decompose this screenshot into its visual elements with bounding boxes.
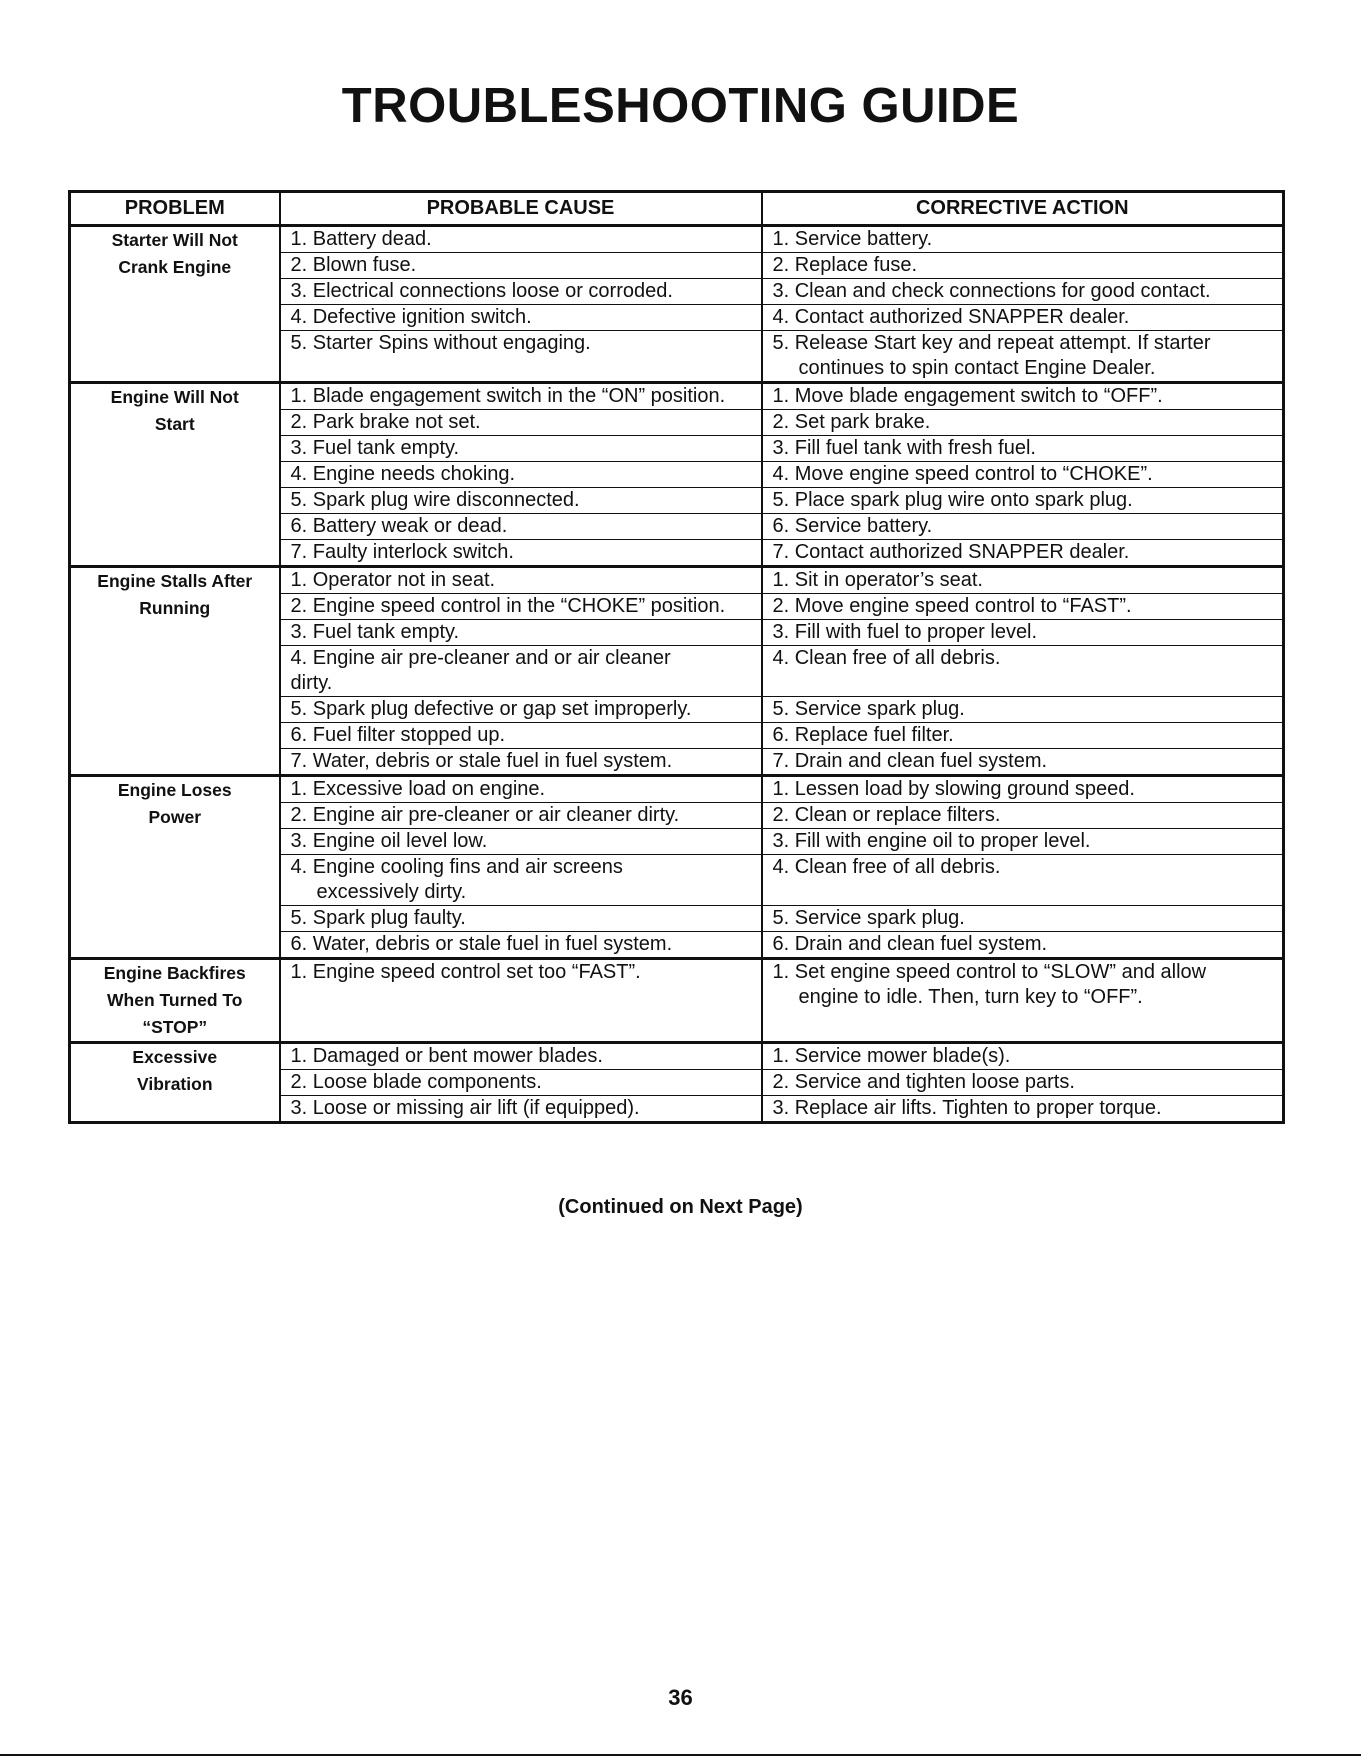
action-text: 2. Service and tighten loose parts. bbox=[772, 1071, 1075, 1093]
problem-label: Engine Loses bbox=[117, 780, 232, 800]
probable-cause-cell bbox=[280, 959, 762, 1043]
cause-text: 1. Operator not in seat. bbox=[290, 569, 496, 591]
cause-text: 7. Water, debris or stale fuel in fuel system. bbox=[290, 750, 673, 772]
action-text: engine to idle. Then, turn key to “OFF”. bbox=[798, 986, 1143, 1008]
action-text: 4. Move engine speed control to “CHOKE”. bbox=[772, 463, 1153, 485]
probable-cause-cell bbox=[280, 488, 762, 514]
corrective-action-cell bbox=[762, 932, 1284, 959]
probable-cause-cell bbox=[280, 776, 762, 803]
probable-cause-cell bbox=[280, 829, 762, 855]
problem-label: Engine Stalls After bbox=[97, 571, 253, 591]
corrective-action-cell bbox=[762, 723, 1284, 749]
problem-label: Excessive bbox=[132, 1047, 218, 1067]
action-text: 5. Service spark plug. bbox=[772, 698, 965, 720]
cause-text: 5. Spark plug defective or gap set improperly. bbox=[290, 698, 692, 720]
action-text: 6. Replace fuel filter. bbox=[772, 724, 954, 746]
header-corrective-action: CORRECTIVE ACTION bbox=[762, 192, 1284, 226]
probable-cause-cell bbox=[280, 436, 762, 462]
cause-text: 5. Spark plug wire disconnected. bbox=[290, 489, 580, 511]
table-header-row bbox=[70, 192, 1284, 226]
table-row bbox=[70, 567, 1284, 594]
action-text: continues to spin contact Engine Dealer. bbox=[798, 357, 1156, 379]
action-text: 1. Service mower blade(s). bbox=[772, 1045, 1011, 1067]
cause-text: 6. Fuel filter stopped up. bbox=[290, 724, 506, 746]
cause-text: dirty. bbox=[290, 672, 333, 694]
cause-text: 2. Engine air pre-cleaner or air cleaner dirty. bbox=[290, 804, 680, 826]
action-text: 3. Clean and check connections for good contact. bbox=[772, 280, 1211, 302]
probable-cause-cell bbox=[280, 749, 762, 776]
troubleshooting-table bbox=[68, 190, 1285, 1124]
probable-cause-cell bbox=[280, 331, 762, 383]
probable-cause-cell bbox=[280, 932, 762, 959]
action-text: 4. Contact authorized SNAPPER dealer. bbox=[772, 306, 1130, 328]
problem-label: Start bbox=[154, 414, 195, 434]
corrective-action-cell bbox=[762, 959, 1284, 1043]
corrective-action-cell bbox=[762, 697, 1284, 723]
probable-cause-cell bbox=[280, 305, 762, 331]
cause-text: 5. Spark plug faulty. bbox=[290, 907, 466, 929]
action-text: 5. Place spark plug wire onto spark plug. bbox=[772, 489, 1133, 511]
action-text: 7. Contact authorized SNAPPER dealer. bbox=[772, 541, 1130, 563]
problem-label: “STOP” bbox=[142, 1017, 208, 1037]
corrective-action-cell bbox=[762, 646, 1284, 697]
corrective-action-cell bbox=[762, 488, 1284, 514]
problem-cell bbox=[70, 776, 280, 959]
probable-cause-cell bbox=[280, 1043, 762, 1070]
cause-text: 5. Starter Spins without engaging. bbox=[290, 332, 591, 354]
page-title: TROUBLESHOOTING GUIDE bbox=[341, 79, 1020, 133]
continued-note: (Continued on Next Page) bbox=[558, 1196, 803, 1218]
header-problem: PROBLEM bbox=[70, 192, 280, 226]
action-text: 3. Fill with engine oil to proper level. bbox=[772, 830, 1091, 852]
action-text: 1. Lessen load by slowing ground speed. bbox=[772, 778, 1135, 800]
action-text: 4. Clean free of all debris. bbox=[772, 647, 1001, 669]
cause-text: 1. Battery dead. bbox=[290, 228, 432, 250]
corrective-action-cell bbox=[762, 749, 1284, 776]
cause-text: excessively dirty. bbox=[316, 881, 467, 903]
cause-text: 7. Faulty interlock switch. bbox=[290, 541, 514, 563]
corrective-action-cell bbox=[762, 620, 1284, 646]
cause-text: 3. Electrical connections loose or corroded. bbox=[290, 280, 673, 302]
corrective-action-cell bbox=[762, 540, 1284, 567]
probable-cause-cell bbox=[280, 1096, 762, 1123]
action-text: 4. Clean free of all debris. bbox=[772, 856, 1001, 878]
problem-label: Engine Backfires bbox=[103, 963, 246, 983]
cause-text: 6. Battery weak or dead. bbox=[290, 515, 508, 537]
corrective-action-cell bbox=[762, 279, 1284, 305]
problem-cell bbox=[70, 959, 280, 1043]
corrective-action-cell bbox=[762, 462, 1284, 488]
action-text: 2. Move engine speed control to “FAST”. bbox=[772, 595, 1132, 617]
header-probable-cause: PROBABLE CAUSE bbox=[280, 192, 762, 226]
cause-text: 3. Fuel tank empty. bbox=[290, 437, 460, 459]
problem-label: Running bbox=[139, 598, 211, 618]
corrective-action-cell bbox=[762, 436, 1284, 462]
cause-text: 4. Engine air pre-cleaner and or air cleaner bbox=[290, 647, 671, 669]
problem-label: Power bbox=[148, 807, 202, 827]
table-row bbox=[70, 1043, 1284, 1070]
action-text: 5. Service spark plug. bbox=[772, 907, 965, 929]
problem-cell bbox=[70, 1043, 280, 1123]
action-text: 1. Sit in operator’s seat. bbox=[772, 569, 983, 591]
corrective-action-cell bbox=[762, 803, 1284, 829]
probable-cause-cell bbox=[280, 253, 762, 279]
problem-cell bbox=[70, 383, 280, 567]
problem-label: Engine Will Not bbox=[110, 387, 239, 407]
action-text: 5. Release Start key and repeat attempt. If starter bbox=[772, 332, 1211, 354]
action-text: 2. Replace fuse. bbox=[772, 254, 918, 276]
corrective-action-cell bbox=[762, 594, 1284, 620]
table-row bbox=[70, 383, 1284, 410]
probable-cause-cell bbox=[280, 594, 762, 620]
corrective-action-cell bbox=[762, 776, 1284, 803]
probable-cause-cell bbox=[280, 410, 762, 436]
probable-cause-cell bbox=[280, 803, 762, 829]
cause-text: 6. Water, debris or stale fuel in fuel system. bbox=[290, 933, 673, 955]
cause-text: 4. Engine cooling fins and air screens bbox=[290, 856, 623, 878]
cause-text: 2. Engine speed control in the “CHOKE” position. bbox=[290, 595, 726, 617]
action-text: 3. Replace air lifts. Tighten to proper torque. bbox=[772, 1097, 1162, 1119]
corrective-action-cell bbox=[762, 829, 1284, 855]
action-text: 7. Drain and clean fuel system. bbox=[772, 750, 1048, 772]
probable-cause-cell bbox=[280, 620, 762, 646]
corrective-action-cell bbox=[762, 331, 1284, 383]
corrective-action-cell bbox=[762, 1043, 1284, 1070]
action-text: 1. Move blade engagement switch to “OFF”. bbox=[772, 385, 1163, 407]
problem-cell bbox=[70, 567, 280, 776]
cause-text: 2. Park brake not set. bbox=[290, 411, 481, 433]
action-text: 6. Service battery. bbox=[772, 515, 933, 537]
table-row bbox=[70, 226, 1284, 253]
action-text: 2. Set park brake. bbox=[772, 411, 931, 433]
probable-cause-cell bbox=[280, 723, 762, 749]
probable-cause-cell bbox=[280, 279, 762, 305]
probable-cause-cell bbox=[280, 1070, 762, 1096]
problem-label: Vibration bbox=[136, 1074, 213, 1094]
probable-cause-cell bbox=[280, 383, 762, 410]
table-body bbox=[70, 226, 1284, 1123]
probable-cause-cell bbox=[280, 646, 762, 697]
action-text: 2. Clean or replace filters. bbox=[772, 804, 1001, 826]
cause-text: 1. Damaged or bent mower blades. bbox=[290, 1045, 603, 1067]
corrective-action-cell bbox=[762, 383, 1284, 410]
corrective-action-cell bbox=[762, 226, 1284, 253]
probable-cause-cell bbox=[280, 514, 762, 540]
page-number: 36 bbox=[668, 1685, 693, 1710]
problem-cell bbox=[70, 226, 280, 383]
cause-text: 2. Loose blade components. bbox=[290, 1071, 542, 1093]
cause-text: 1. Blade engagement switch in the “ON” position. bbox=[290, 385, 726, 407]
probable-cause-cell bbox=[280, 226, 762, 253]
bottom-rule bbox=[0, 1754, 1361, 1756]
probable-cause-cell bbox=[280, 462, 762, 488]
action-text: 1. Set engine speed control to “SLOW” and allow bbox=[772, 961, 1207, 983]
cause-text: 3. Loose or missing air lift (if equipped). bbox=[290, 1097, 640, 1119]
corrective-action-cell bbox=[762, 410, 1284, 436]
corrective-action-cell bbox=[762, 1096, 1284, 1123]
action-text: 1. Service battery. bbox=[772, 228, 933, 250]
problem-label: When Turned To bbox=[107, 990, 243, 1010]
probable-cause-cell bbox=[280, 567, 762, 594]
table-row bbox=[70, 959, 1284, 1043]
action-text: 6. Drain and clean fuel system. bbox=[772, 933, 1048, 955]
cause-text: 3. Engine oil level low. bbox=[290, 830, 488, 852]
corrective-action-cell bbox=[762, 567, 1284, 594]
cause-text: 2. Blown fuse. bbox=[290, 254, 417, 276]
cause-text: 3. Fuel tank empty. bbox=[290, 621, 460, 643]
cause-text: 4. Defective ignition switch. bbox=[290, 306, 532, 328]
action-text: 3. Fill with fuel to proper level. bbox=[772, 621, 1038, 643]
probable-cause-cell bbox=[280, 540, 762, 567]
probable-cause-cell bbox=[280, 906, 762, 932]
cause-text: 1. Engine speed control set too “FAST”. bbox=[290, 961, 641, 983]
cause-text: 1. Excessive load on engine. bbox=[290, 778, 546, 800]
probable-cause-cell bbox=[280, 855, 762, 906]
table-row bbox=[70, 776, 1284, 803]
problem-label: Starter Will Not bbox=[111, 230, 238, 250]
corrective-action-cell bbox=[762, 1070, 1284, 1096]
corrective-action-cell bbox=[762, 855, 1284, 906]
corrective-action-cell bbox=[762, 514, 1284, 540]
corrective-action-cell bbox=[762, 305, 1284, 331]
corrective-action-cell bbox=[762, 906, 1284, 932]
problem-label: Crank Engine bbox=[118, 257, 232, 277]
cause-text: 4. Engine needs choking. bbox=[290, 463, 516, 485]
probable-cause-cell bbox=[280, 697, 762, 723]
corrective-action-cell bbox=[762, 253, 1284, 279]
action-text: 3. Fill fuel tank with fresh fuel. bbox=[772, 437, 1036, 459]
